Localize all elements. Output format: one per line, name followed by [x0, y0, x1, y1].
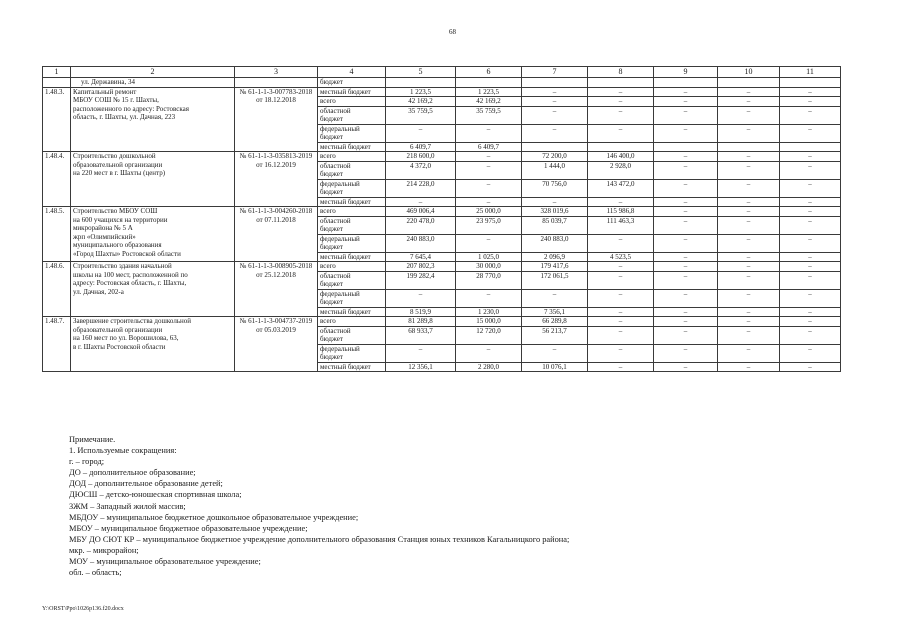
amount-cell: 12 356,1 [386, 362, 456, 372]
project-name-line: Капитальный ремонт [73, 87, 137, 96]
amount-cell: 240 883,0 [522, 234, 588, 252]
project-name-line: муниципального образования [73, 241, 162, 249]
amount-cell: 28 770,0 [456, 271, 522, 289]
note-line: ДО – дополнительное образование; [69, 468, 196, 478]
project-name-line: на 160 мест по ул. Ворошилова, 63, [73, 334, 179, 342]
item-number-cell: 1.48.5. [43, 207, 71, 262]
contract-cell [235, 78, 318, 88]
amount-cell: – [654, 124, 718, 142]
amount-cell: 240 883,0 [386, 234, 456, 252]
amount-cell: – [456, 234, 522, 252]
amount-cell: – [718, 326, 780, 344]
amount-cell: – [522, 97, 588, 107]
table-row [43, 262, 841, 272]
project-name-line: расположенного по адресу: Ростовская [73, 104, 189, 113]
amount-cell: – [386, 344, 456, 362]
amount-cell: – [718, 289, 780, 307]
amount-cell: 66 289,8 [522, 317, 588, 327]
amount-cell: – [780, 344, 841, 362]
amount-cell: – [718, 252, 780, 262]
amount-cell: – [522, 124, 588, 142]
amount-cell [588, 142, 654, 152]
funding-source-cell: местный бюджет [318, 197, 386, 207]
note-line: мкр. – микрорайон; [69, 545, 139, 555]
project-name-line: в г. Шахты Ростовской области [73, 342, 166, 351]
note-line: МБОУ – муниципальное бюджетное образовательное учреждение; [69, 523, 308, 533]
project-name-cell [71, 317, 235, 372]
amount-cell: – [588, 344, 654, 362]
amount-cell: 328 019,6 [522, 207, 588, 217]
amount-cell: 2 280,0 [456, 362, 522, 372]
note-line: Примечание. [69, 435, 116, 444]
amount-cell: 25 000,0 [456, 207, 522, 217]
funding-source-cell: федеральный бюджет [318, 344, 386, 362]
amount-cell: 2 096,9 [522, 252, 588, 262]
note-line: МБУ ДО СЮТ КР – муниципальное бюджетное учреждение дополнительного образования Станция юных техников Кагальницкого района; [69, 534, 570, 544]
project-name-line: Строительство дошкольной [73, 152, 156, 160]
amount-cell: – [718, 161, 780, 179]
item-number-cell: 1.48.6. [43, 262, 71, 317]
note-line: обл. – область; [69, 568, 122, 578]
amount-cell: 115 986,8 [588, 207, 654, 217]
amount-cell: 2 928,0 [588, 161, 654, 179]
column-header: 4 [318, 67, 386, 78]
column-header: 5 [386, 67, 456, 78]
project-name-line: Строительство здания начальной [73, 262, 172, 270]
amount-cell: – [456, 344, 522, 362]
amount-cell: – [588, 87, 654, 97]
funding-source-cell: местный бюджет [318, 87, 386, 97]
column-header: 2 [71, 67, 235, 78]
amount-cell: – [780, 216, 841, 234]
table-row [43, 78, 841, 88]
amount-cell: 469 006,4 [386, 207, 456, 217]
amount-cell: – [654, 161, 718, 179]
column-header: 6 [456, 67, 522, 78]
amount-cell: – [780, 252, 841, 262]
amount-cell: – [588, 197, 654, 207]
table-row [43, 152, 841, 162]
note-line: МОУ – муниципальное образовательное учреждение; [69, 557, 261, 567]
amount-cell: – [522, 197, 588, 207]
amount-cell: – [780, 307, 841, 317]
amount-cell: 199 282,4 [386, 271, 456, 289]
amount-cell [386, 78, 456, 88]
funding-source-cell: федеральный бюджет [318, 234, 386, 252]
amount-cell: – [522, 106, 588, 124]
amount-cell: – [456, 197, 522, 207]
project-name-line: образовательной организации [73, 160, 163, 169]
amount-cell: – [718, 307, 780, 317]
amount-cell: – [654, 344, 718, 362]
project-name-line: Строительство МБОУ СОШ [73, 207, 158, 215]
amount-cell: 4 523,5 [588, 252, 654, 262]
funding-source-cell: бюджет [318, 78, 386, 88]
amount-cell: 179 417,6 [522, 262, 588, 272]
project-name-line: Завершение строительства дошкольной [73, 317, 191, 325]
amount-cell: – [780, 179, 841, 197]
contract-cell: № 61-1-1-3-007783-2018 от 18.12.2018 [235, 87, 318, 152]
amount-cell: – [780, 289, 841, 307]
amount-cell: – [718, 87, 780, 97]
amount-cell: – [780, 97, 841, 107]
amount-cell: – [718, 262, 780, 272]
amount-cell: – [588, 106, 654, 124]
funding-source-cell: всего [318, 317, 386, 327]
amount-cell: – [718, 106, 780, 124]
item-number-cell: 1.48.3. [43, 87, 71, 152]
note-line: 1. Используемые сокращения: [69, 446, 177, 456]
contract-cell: № 61-1-1-3-004737-2019 от 05.03.2019 [235, 317, 318, 372]
amount-cell [718, 142, 780, 152]
project-name-line: микрорайона № 5 А [73, 224, 133, 232]
amount-cell: 70 756,0 [522, 179, 588, 197]
contract-cell: № 61-1-1-3-004260-2018 от 07.11.2018 [235, 207, 318, 262]
amount-cell: – [718, 152, 780, 162]
contract-cell: № 61-1-1-3-035813-2019 от 16.12.2019 [235, 152, 318, 207]
project-name-line: область, г. Шахты, ул. Дачная, 223 [73, 113, 176, 121]
budget-table [42, 66, 841, 372]
amount-cell: – [654, 271, 718, 289]
funding-source-cell: областной бюджет [318, 326, 386, 344]
amount-cell: – [654, 197, 718, 207]
project-name-cell [71, 152, 235, 207]
amount-cell: – [780, 207, 841, 217]
amount-cell: – [780, 262, 841, 272]
column-header: 11 [780, 67, 841, 78]
table-row [43, 207, 841, 217]
amount-cell: – [588, 307, 654, 317]
amount-cell: – [780, 362, 841, 372]
amount-cell: 207 802,3 [386, 262, 456, 272]
column-header: 10 [718, 67, 780, 78]
amount-cell: 7 356,1 [522, 307, 588, 317]
amount-cell: – [780, 124, 841, 142]
amount-cell: – [654, 87, 718, 97]
amount-cell: 218 600,0 [386, 152, 456, 162]
amount-cell [654, 78, 718, 88]
amount-cell: – [718, 197, 780, 207]
amount-cell: 146 400,0 [588, 152, 654, 162]
amount-cell: 81 289,8 [386, 317, 456, 327]
funding-source-cell: местный бюджет [318, 307, 386, 317]
amount-cell: 30 000,0 [456, 262, 522, 272]
amount-cell: 56 213,7 [522, 326, 588, 344]
amount-cell: – [522, 344, 588, 362]
amount-cell: – [780, 87, 841, 97]
amount-cell: – [588, 234, 654, 252]
item-number-cell: 1.48.4. [43, 152, 71, 207]
amount-cell: – [780, 152, 841, 162]
funding-source-cell: местный бюджет [318, 362, 386, 372]
amount-cell: – [654, 307, 718, 317]
amount-cell: 35 759,5 [456, 106, 522, 124]
amount-cell: 42 169,2 [386, 97, 456, 107]
amount-cell [588, 78, 654, 88]
amount-cell: – [654, 317, 718, 327]
amount-cell: 1 444,0 [522, 161, 588, 179]
note-line: МБДОУ – муниципальное бюджетное дошкольное образовательное учреждение; [69, 512, 359, 522]
amount-cell: 12 720,0 [456, 326, 522, 344]
funding-source-cell: всего [318, 97, 386, 107]
project-name-cell [71, 207, 235, 262]
table-row [43, 317, 841, 327]
funding-source-cell: областной бюджет [318, 161, 386, 179]
amount-cell: – [386, 289, 456, 307]
amount-cell: – [718, 124, 780, 142]
amount-cell: – [654, 207, 718, 217]
amount-cell: – [588, 326, 654, 344]
amount-cell: – [718, 271, 780, 289]
amount-cell: – [718, 344, 780, 362]
amount-cell: – [654, 252, 718, 262]
funding-source-cell: местный бюджет [318, 142, 386, 152]
amount-cell: – [522, 289, 588, 307]
amount-cell: – [654, 289, 718, 307]
amount-cell [718, 78, 780, 88]
amount-cell [654, 142, 718, 152]
amount-cell: 143 472,0 [588, 179, 654, 197]
item-number-cell: 1.48.7. [43, 317, 71, 372]
amount-cell: 85 039,7 [522, 216, 588, 234]
amount-cell: – [654, 179, 718, 197]
item-number-cell [43, 78, 71, 88]
table-row [43, 87, 841, 97]
amount-cell: – [718, 234, 780, 252]
amount-cell: – [588, 289, 654, 307]
amount-cell: – [718, 317, 780, 327]
funding-source-cell: областной бюджет [318, 216, 386, 234]
amount-cell: – [718, 97, 780, 107]
amount-cell: – [654, 362, 718, 372]
amount-cell: 35 759,5 [386, 106, 456, 124]
amount-cell: 6 409,7 [386, 142, 456, 152]
amount-cell: – [718, 207, 780, 217]
amount-cell: – [654, 326, 718, 344]
table-body [43, 78, 841, 372]
funding-source-cell: местный бюджет [318, 252, 386, 262]
amount-cell: – [386, 124, 456, 142]
amount-cell: 1 223,5 [386, 87, 456, 97]
note-line: г. – город; [69, 457, 105, 467]
project-name-line: жрп «Олимпийский» [73, 232, 136, 241]
funding-source-cell: всего [318, 207, 386, 217]
page-number: 68 [449, 28, 456, 36]
amount-cell: 7 645,4 [386, 252, 456, 262]
amount-cell [522, 78, 588, 88]
amount-cell: – [654, 152, 718, 162]
notes-section [69, 434, 569, 578]
project-name-cell: ул. Державина, 34 [71, 78, 235, 88]
amount-cell: 72 200,0 [522, 152, 588, 162]
amount-cell: 220 478,0 [386, 216, 456, 234]
amount-cell: – [386, 197, 456, 207]
amount-cell: 8 519,9 [386, 307, 456, 317]
amount-cell: 111 463,3 [588, 216, 654, 234]
amount-cell: 1 025,0 [456, 252, 522, 262]
column-header: 3 [235, 67, 318, 78]
amount-cell: – [780, 234, 841, 252]
project-name-line: образовательной организации [73, 325, 163, 334]
amount-cell: – [718, 179, 780, 197]
project-name-line: школы на 100 мест, расположенной по [73, 270, 188, 279]
amount-cell: – [654, 262, 718, 272]
amount-cell: – [780, 326, 841, 344]
amount-cell: 42 169,2 [456, 97, 522, 107]
header-row [43, 67, 841, 78]
note-line: ДЮСШ – детско-юношеская спортивная школа; [69, 490, 242, 500]
amount-cell [780, 142, 841, 152]
funding-source-cell: федеральный бюджет [318, 289, 386, 307]
amount-cell [456, 78, 522, 88]
amount-cell: – [588, 97, 654, 107]
column-header: 7 [522, 67, 588, 78]
amount-cell [780, 78, 841, 88]
funding-source-cell: областной бюджет [318, 106, 386, 124]
project-name-line: адресу: Ростовская область, г. Шахты, [73, 279, 187, 287]
amount-cell: 6 409,7 [456, 142, 522, 152]
amount-cell: 214 228,0 [386, 179, 456, 197]
amount-cell: – [456, 289, 522, 307]
column-header: 1 [43, 67, 71, 78]
amount-cell: – [780, 271, 841, 289]
amount-cell: 172 061,5 [522, 271, 588, 289]
amount-cell: – [780, 106, 841, 124]
note-line: ЗЖМ – Западный жилой массив; [69, 501, 186, 511]
amount-cell: 15 000,0 [456, 317, 522, 327]
note-line: ДОД – дополнительное образование детей; [69, 479, 223, 489]
amount-cell: – [718, 362, 780, 372]
project-name-line: МБОУ СОШ № 15 г. Шахты, [73, 96, 159, 104]
funding-source-cell: всего [318, 152, 386, 162]
amount-cell: – [654, 97, 718, 107]
amount-cell: – [588, 124, 654, 142]
amount-cell [522, 142, 588, 152]
amount-cell: – [456, 124, 522, 142]
amount-cell: – [780, 317, 841, 327]
amount-cell: – [588, 362, 654, 372]
funding-source-cell: областной бюджет [318, 271, 386, 289]
amount-cell: 4 372,0 [386, 161, 456, 179]
amount-cell: 1 223,5 [456, 87, 522, 97]
project-name-line: на 220 мест в г. Шахты (центр) [73, 169, 166, 177]
amount-cell: – [654, 234, 718, 252]
amount-cell: – [522, 87, 588, 97]
project-name-line: на 600 учащихся на территории [73, 215, 168, 224]
funding-source-cell: всего [318, 262, 386, 272]
amount-cell: – [718, 216, 780, 234]
column-header: 8 [588, 67, 654, 78]
project-name-cell [71, 262, 235, 317]
funding-source-cell: федеральный бюджет [318, 179, 386, 197]
amount-cell: 68 933,7 [386, 326, 456, 344]
amount-cell: 1 230,0 [456, 307, 522, 317]
amount-cell: 23 975,0 [456, 216, 522, 234]
contract-cell: № 61-1-1-3-008905-2018 от 25.12.2018 [235, 262, 318, 317]
amount-cell: – [588, 262, 654, 272]
funding-source-cell: федеральный бюджет [318, 124, 386, 142]
amount-cell: – [780, 161, 841, 179]
project-name-line: «Город Шахты» Ростовской области [73, 249, 181, 258]
amount-cell: – [456, 161, 522, 179]
footer-file-path: Y:\ORST\Ppo\1026p136.f20.docx [42, 606, 124, 612]
project-name-line: ул. Дачная, 202-а [73, 287, 124, 296]
amount-cell: – [588, 271, 654, 289]
amount-cell: 10 076,1 [522, 362, 588, 372]
amount-cell: – [456, 152, 522, 162]
column-header: 9 [654, 67, 718, 78]
amount-cell: – [654, 216, 718, 234]
amount-cell: – [588, 317, 654, 327]
project-name-cell [71, 87, 235, 152]
amount-cell: – [456, 179, 522, 197]
amount-cell: – [654, 106, 718, 124]
amount-cell: – [780, 197, 841, 207]
